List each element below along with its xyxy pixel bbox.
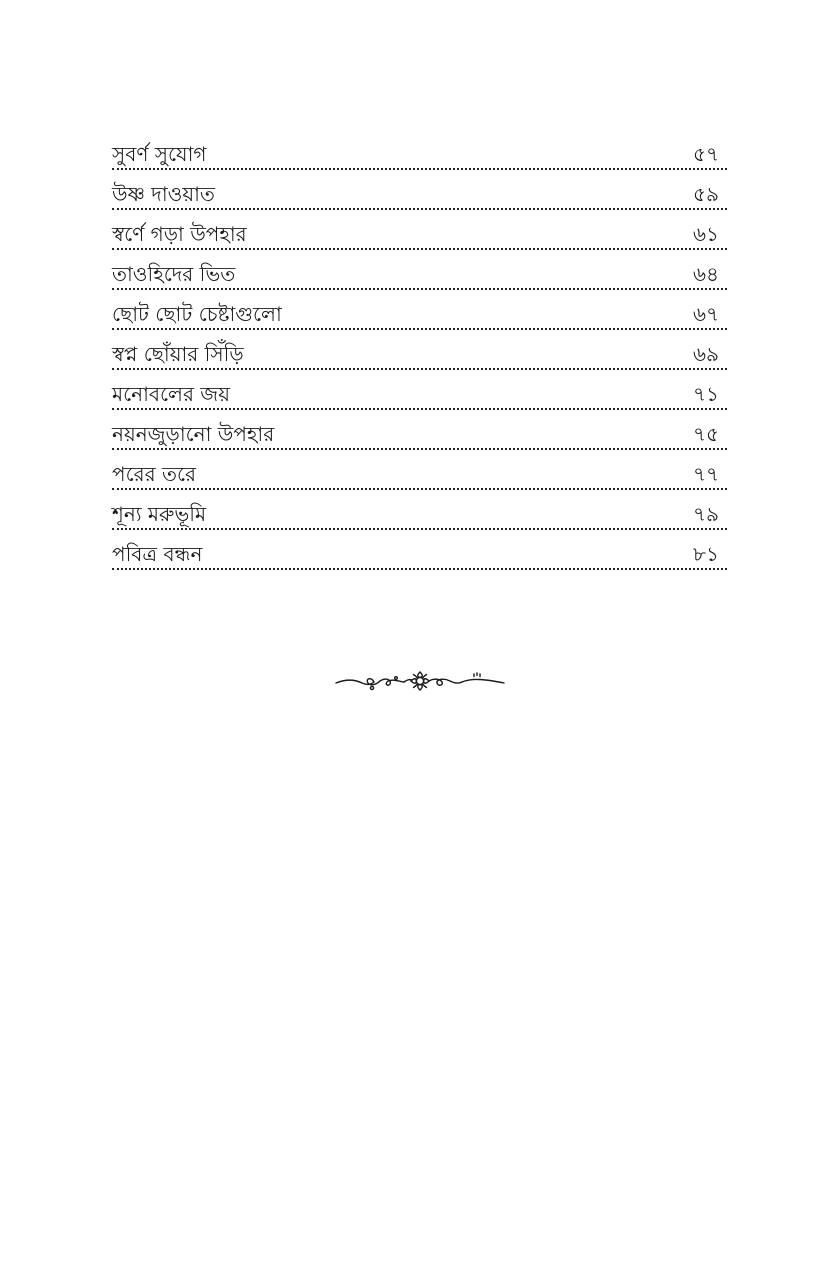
toc-entry[interactable] <box>112 410 727 450</box>
toc-entry[interactable] <box>112 530 727 570</box>
toc-entry[interactable] <box>112 210 727 250</box>
toc-entry-page: ৬৯ <box>693 342 719 366</box>
toc-entry-title: উষ্ণ দাওয়াত <box>112 182 215 206</box>
table-of-contents <box>112 130 727 570</box>
toc-entry-title: পবিত্র বন্ধন <box>112 542 203 566</box>
toc-entry-page: ৫৯ <box>693 182 719 206</box>
toc-entry-title: নয়নজুড়ানো উপহার <box>112 422 275 446</box>
toc-entry-page: ৭১ <box>693 382 719 406</box>
toc-entry-page: ৮১ <box>693 542 719 566</box>
toc-entry-page: ৭৯ <box>693 502 719 526</box>
toc-entry-title: স্বর্ণে গড়া উপহার <box>112 222 247 246</box>
toc-entry-page: ৬৭ <box>692 302 719 326</box>
toc-entry-page: ৭৫ <box>693 422 719 446</box>
toc-entry-page: ৭৭ <box>692 462 719 486</box>
toc-entry[interactable] <box>112 290 727 330</box>
toc-entry-title: মনোবলের জয় <box>112 382 230 406</box>
toc-entry-page: ৫৭ <box>693 142 719 166</box>
toc-entry[interactable] <box>112 330 727 370</box>
toc-entry[interactable] <box>112 370 727 410</box>
toc-entry[interactable] <box>112 250 727 290</box>
toc-entry[interactable] <box>112 450 727 490</box>
toc-entry-title: পরের তরে <box>112 462 197 486</box>
floral-divider-icon <box>334 668 506 696</box>
toc-entry-title: শূন্য মরুভূমি <box>112 502 207 526</box>
toc-entry-title: ছোট ছোট চেষ্টাগুলো <box>112 302 282 326</box>
toc-entry[interactable] <box>112 130 727 170</box>
toc-entry[interactable] <box>112 490 727 530</box>
toc-entry[interactable] <box>112 170 727 210</box>
toc-entry-page: ৬৪ <box>693 262 719 286</box>
toc-entry-page: ৬১ <box>693 222 719 246</box>
toc-entry-title: স্বপ্ন ছোঁয়ার সিঁড়ি <box>112 342 244 366</box>
toc-entry-title: তাওহিদের ভিত <box>112 262 236 286</box>
toc-entry-title: সুবর্ণ সুযোগ <box>112 142 207 166</box>
